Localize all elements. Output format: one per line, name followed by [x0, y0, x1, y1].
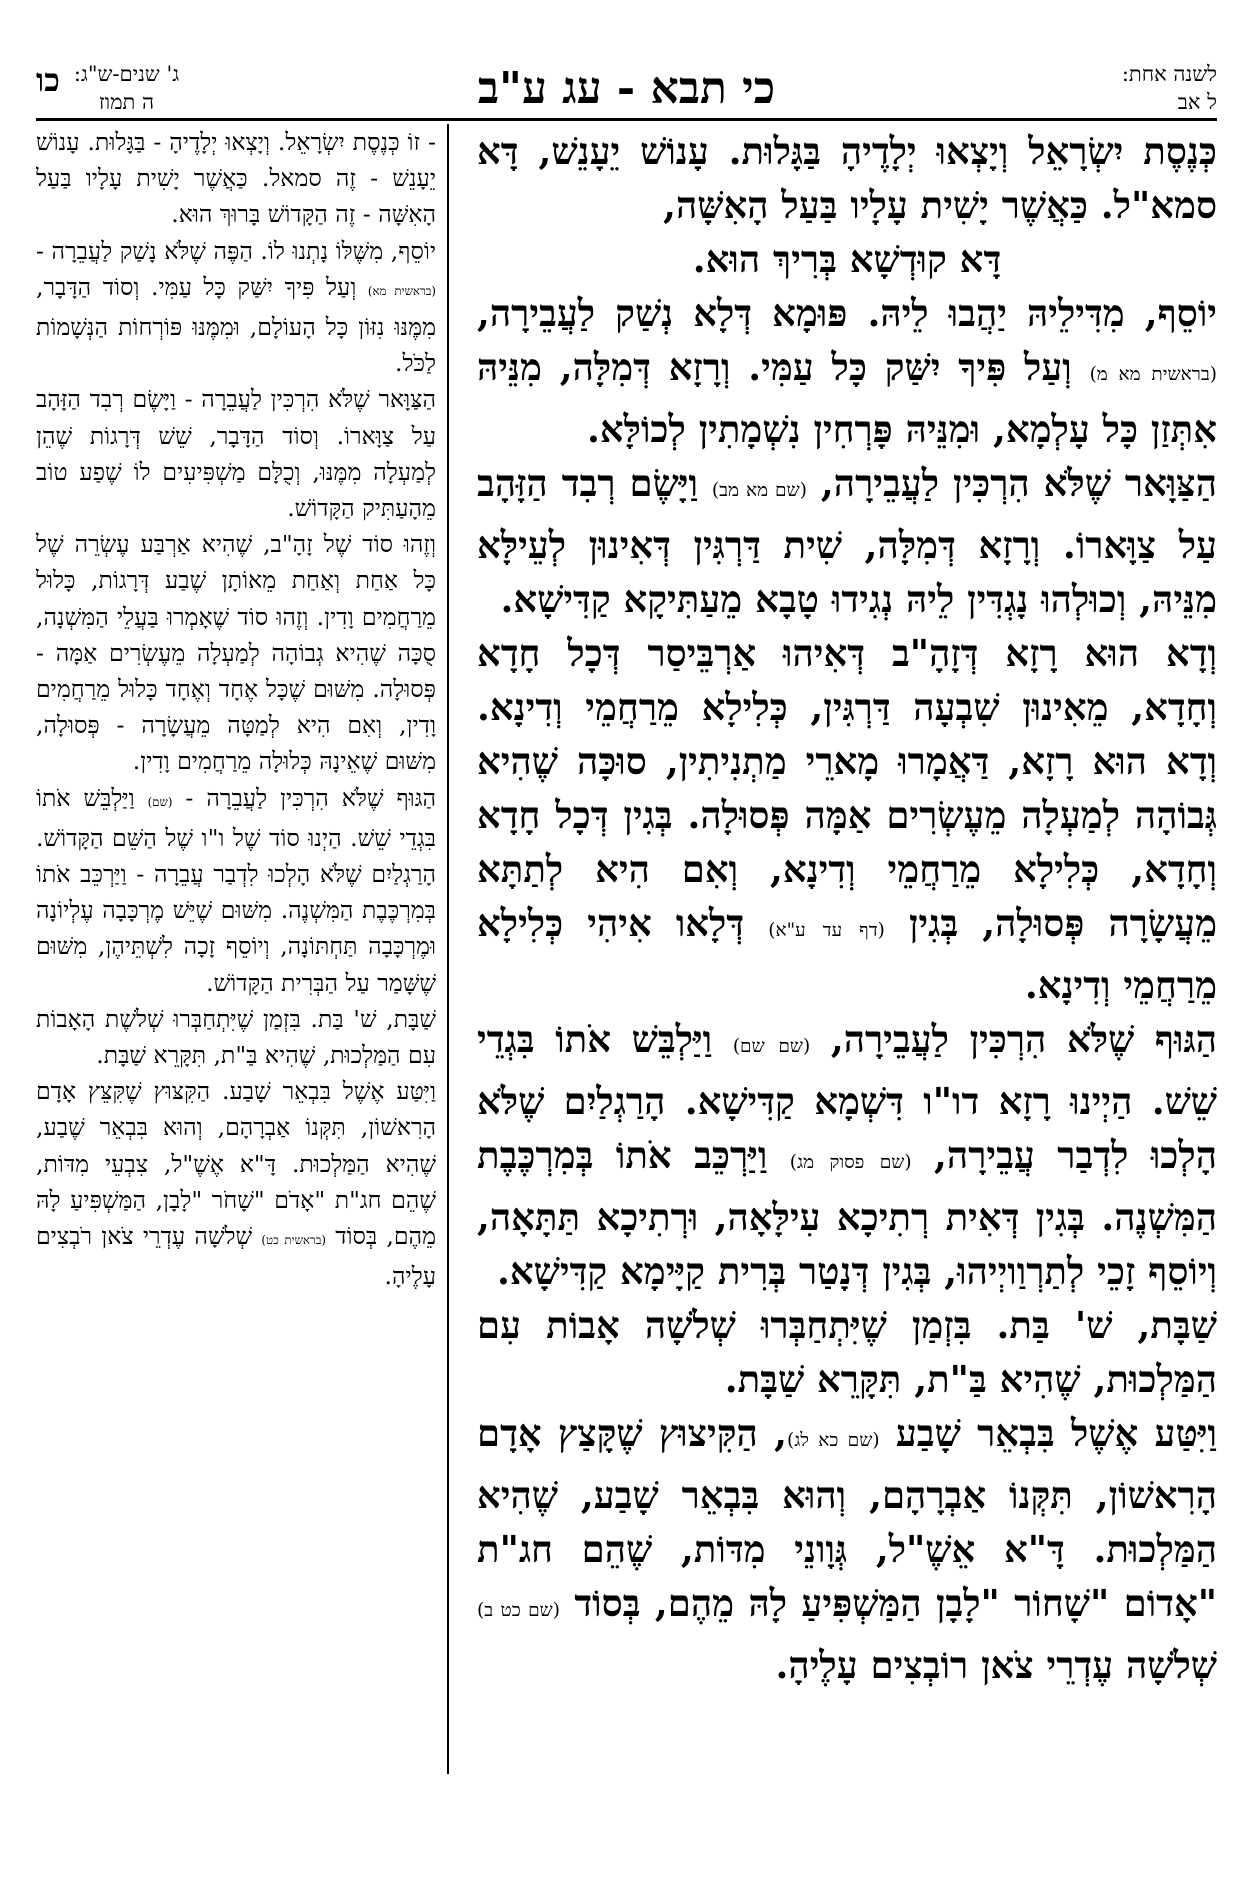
verse-reference: (שם פסוק מג) — [789, 1152, 912, 1173]
text-segment: וְדָא הוּא רָזָא דְּזָהָ"ב דְּאִיהוּ אַרְבֵּיסַר דְּכָל חָדָא וְחָדָא, מֵאִינוּן שִׁבְעָה דַּרְגִּין, כְּלִילָא מֵרַחֲמֵי וְדִינָא. וְדָא הוּא רָזָא, דַּאֲמָרוּ מָארֵי מַתְנִיתִין, סוּכָּה שֶׁהִיא גְּבוֹהָה לְמַעְלָה מֵעֶשְׂרִים אַמָּה פְּסוּלָה. בְּגִין דְּכָל חָדָא וְחָדָא, כְּלִילָא מֵרַחֲמֵי וְדִינָא, וְאִם הִיא לְתַתָּא מֵעֲשָׂרָה פְּסוּלָה, בְּגִין — [477, 631, 1217, 945]
header-right-line1: לשנה אחת: — [1121, 62, 1217, 86]
verse-reference: (בראשית כט) — [261, 1233, 326, 1248]
column-divider — [447, 124, 449, 1774]
verse-reference: (שם כט ב) — [477, 1600, 560, 1621]
page-number: כו — [36, 61, 60, 99]
text-segment: הַגּוּף שֶׁלֹּא הִרְכִּין לַעֲבֵרָה - — [172, 783, 436, 812]
text-segment: הַצַּוָּאר שֶׁלֹּא הִרְכִּין לַעֲבֵרָה - וַיָּשֶׂם רְבִד הַזָּהָב עַל צַוָּארוֹ. וְסוֹד הַדָּבָר, שֵׁשׁ דְּרָגוֹת שֶׁהֵן לְמַעְלָה מִמֶּנּוּ, וְכֻלָּם מַשְׁפִּיעִים לוֹ שֶׁפַע טוֹב מֵהָעַתִּיק הַקָּדוֹשׁ. — [36, 385, 436, 523]
verse-reference: (שם שם) — [732, 1036, 811, 1057]
text-segment: שַׁבָּת, שׁ' בַּת. בִּזְמַן שֶׁיִּתְחַבְּרוּ שְׁלֹשֶׁת הָאָבוֹת עִם הַמַּלְכוּת, שֶׁהִיא בַּ"ת, תִּקָּרֵא שַׁבָּת. — [36, 1004, 436, 1070]
main-paragraph — [477, 286, 1217, 456]
text-segment: הַצַּוָּאר שֶׁלֹּא הִרְכִּין לַעֲבֵירָה, — [806, 461, 1217, 505]
text-segment: יוֹסֵף, מִדִּילֵיהּ יַהֲבוּ לֵיהּ. פּוּמָא דְּלָא נְשַׁק לַעֲבֵירָה, — [477, 291, 1217, 335]
main-paragraph — [477, 232, 1217, 286]
text-segment: שַׁבָּת, שׁ' בַּת. בִּזְמַן שֶׁיִּתְחַבְּרוּ שְׁלֹשָׁה אָבוֹת עִם הַמַּלְכוּת, שֶׁהִיא בַּ"ת, תִּקָּרֵא שַׁבָּת. — [477, 1303, 1217, 1401]
page-title: כי תבא - עג ע"ב — [477, 63, 776, 114]
commentary-paragraph — [36, 1073, 436, 1294]
verse-reference: (בראשית מא מ) — [1089, 364, 1217, 385]
text-segment: שְׁלֹשָׁה עֶדְרֵי צֹאן רֹבְצִים עָלֶיהָ. — [36, 1222, 436, 1291]
header-left-line1: ג' שנים-ש"ג: — [73, 62, 180, 86]
text-segment: שְׁלֹשָׁה עֶדְרֵי צֹאן רוֹבְצִים עָלֶיהָ. — [775, 1643, 1217, 1687]
text-segment: - זוֹ כְּנֶסֶת יִשְׂרָאֵל. וְיָצְאוּ יְלָדֶיהָ - בַּגָּלוּת. עָנוֹשׁ יֵעָנֵשׁ - זֶה סמאל. כַּאֲשֶׁר יָשִׁית עָלָיו בַּעַל הָאִשָּׁה - זֶה הַקָּדוֹשׁ בָּרוּךְ הוּא. — [36, 128, 436, 229]
text-segment: וְעַל פִּיךָ יִשַּׁק כָּל עַמִּי. וְסוֹד הַדָּבָר, מִמֶּנּוּ נִזּוֹן כָּל הָעוֹלָם, וּמִמֶּנּוּ פּוֹרְחוֹת הַנְּשָׁמוֹת לַכֹּל. — [36, 272, 436, 378]
text-segment: דָּא קוּדְשָׁא בְּרִיךְ הוּא. — [692, 237, 1002, 281]
header-rule — [36, 118, 1217, 121]
text-segment: וַיִּטַּע אֶשֶׁל בִּבְאֵר שָׁבַע. הַקִּצּוּץ שֶׁקִּצֵּץ אָדָם הָרִאשׁוֹן, תִּקְּנוֹ אַבְרָהָם, וְהוּא בִּבְאֵר שֶׁבַע, שֶׁהִיא הַמַּלְכוּת. דָּ"א אֶשֶׁ"ל, צִבְעֵי מִדּוֹת, שֶׁהֵם חג"ת "אָדֹם "שָׁחֹר "לָבָן, הַמַּשְׁפִּיעַ לָהּ מֵהֶם, בְּסוֹד — [36, 1077, 437, 1251]
text-segment: דְּלָאו אִיהִי כְּלִילָא מֵרַחֲמֵי וְדִינָא. — [477, 901, 1217, 1007]
main-paragraph — [477, 626, 1217, 1012]
header-left-group — [36, 60, 179, 116]
text-segment: וַיַּלְבֵּשׁ אֹתוֹ בִּגְדֵי שֵׁשׁ. הַיְינוּ רָזָא דו"ו דִּשְׁמָא קַדִּישָׁא. הָרַגְלַיִם שֶׁלֹּא הָלְכוּ לִדְבַר עֲבֵירָה, — [477, 1017, 1217, 1177]
commentary-paragraph — [36, 381, 436, 526]
text-segment: וַיָּשֶׂם רְבִד הַזָּהָב עַל צַוָּארוֹ. וְרָזָא דְּמִלָּה, שִׁית דַּרְגִּין דְּאִינוּן לְעֵילָּא מִנֵּיהּ, וְכוּלְהוּ נָגְדִּין לֵיהּ נְגִידוּ טָבָא מֵעַתִּיקָא קַדִּישָׁא. — [477, 461, 1217, 621]
commentary-paragraph — [36, 1001, 436, 1073]
main-paragraph — [477, 124, 1217, 232]
text-segment: כְּנֶסֶת יִשְׂרָאֵל וְיָצְאוּ יְלָדֶיהָ בַּגָּלוּת. עָנוֹשׁ יֵעָנֵשׁ, דָּא סמא"ל. כַּאֲשֶׁר יָשִׁית עָלָיו בַּעַל הָאִשָּׁה, — [477, 129, 1217, 227]
header-right-line2: ל אב — [1177, 90, 1217, 114]
text-segment: וְעַל פִּיךָ יִשַּׁק כָּל עַמִּי. וְרָזָא דְּמִלָּה, מִנֵּיהּ אִתְּזַן כָּל עָלְמָא, וּמִנֵּיהּ פָּרְחִין נִשְׁמָתִין לְכוֹלָּא. — [477, 345, 1217, 451]
verse-reference: (בראשית מא) — [367, 283, 436, 298]
verse-reference: (שם כא לג) — [786, 1430, 880, 1451]
header-left-line2: ה תמוז — [98, 90, 155, 114]
text-segment: וְזֶהוּ סוֹד שֶׁל זָהָ"ב, שֶׁהִיא אַרְבַּע עֶשְׂרֵה שֶׁל כָּל אַחַת וְאַחַת מֵאוֹתָן שֶׁבַע דְּרָגוֹת, כָּלוּל מֵרַחֲמִים וָדִין. וְזֶהוּ סוֹד שֶׁאָמְרוּ בַּעֲלֵי הַמִּשְׁנָה, סֻכָּה שֶׁהִיא גְבוֹהָה לְמַעְלָה מֵעֶשְׂרִים אַמָּה - פְּסוּלָה. מִשּׁוּם שֶׁכָּל אֶחָד וְאֶחָד כָּלוּל מֵרַחֲמִים וָדִין, וְאִם הִיא לְמַטָּה מֵעֲשָׂרָה - פְּסוּלָה, מִשּׁוּם שֶׁאֵינָהּ כְּלוּלָה מֵרַחֲמִים וָדִין. — [36, 530, 436, 776]
main-text-column — [477, 124, 1217, 1844]
text-segment: יוֹסֵף, מִשֶּׁלּוֹ נָתְנוּ לוֹ. הַפֶּה שֶׁלֹּא נָשַׁק לַעֲבֵרָה - — [36, 236, 436, 265]
text-segment: וַיַּלְבֵּשׁ אֹתוֹ בִּגְדֵי שֵׁשׁ. הַיְנוּ סוֹד שֶׁל ו"ו שֶׁל הַשֵּׁם הַקָּדוֹשׁ. הָרַגְלַיִם שֶׁלֹּא הָלְכוּ לִדְבַר עֲבֵרָה - וַיַּרְכֵּב אֹתוֹ בְּמִרְכֶּבֶת הַמִּשְׁנֶה. מִשּׁוּם שֶׁיֵּשׁ מֶרְכָּבָה עֶלְיוֹנָה וּמֶרְכָּבָה תַּחְתּוֹנָה, וְיוֹסֵף זָכָה לִשְׁתֵּיהֶן, מִשּׁוּם שֶׁשָּׁמַר עַל הַבְּרִית הַקָּדוֹשׁ. — [36, 783, 436, 997]
main-paragraph — [477, 1406, 1217, 1692]
text-segment: , הַקִּיצוּץ שֶׁקָּצַץ אָדָם הָרִאשׁוֹן, תִּקְּנוֹ אַבְרָהָם, וְהוּא בִּבְאֵר שָׁבַע, שֶׁהִיא הַמַּלְכוּת. דָּ"א אֵשֶׁ"ל, גְּוָונֵי מִדּוֹת, שֶׁהֵם חג"ת "אָדוֹם "שָׁחוֹר "לָבָן הַמַּשְׁפִּיעַ לָהּ מֵהֶם, בְּסוֹד — [477, 1411, 1217, 1625]
commentary-paragraph — [36, 124, 436, 233]
main-paragraph — [477, 456, 1217, 626]
main-paragraph — [477, 1298, 1217, 1406]
commentary-paragraph — [36, 780, 436, 1001]
verse-reference: (דף עד ע"א) — [768, 920, 885, 941]
text-segment: וַיִּטַּע אֶשֶׁל בִּבְאֵר שָׁבַע — [879, 1411, 1218, 1455]
header-left-info — [74, 60, 179, 116]
main-paragraph — [477, 1012, 1217, 1298]
verse-reference: (שם מא מב) — [711, 480, 807, 501]
text-segment: וַיַּרְכֵּב אֹתוֹ בְּמִרְכֶּבֶת הַמִּשְׁנֶה. בְּגִין דְּאִית רְתִיכָא עִילָּאָה, וּרְתִיכָא תַּתָּאָה, וְיוֹסֵף זָכֵי לְתַרְוַויְיהוּ, בְּגִין דְּנָטַר בְּרִית קַיָּימָא קַדִּישָׁא. — [477, 1133, 1217, 1293]
commentary-column — [36, 124, 436, 1844]
commentary-paragraph — [36, 526, 436, 779]
commentary-paragraph — [36, 233, 436, 382]
verse-reference: (שם) — [147, 794, 173, 809]
text-segment: הַגּוּף שֶׁלֹּא הִרְכִּין לַעֲבֵירָה, — [810, 1017, 1217, 1061]
